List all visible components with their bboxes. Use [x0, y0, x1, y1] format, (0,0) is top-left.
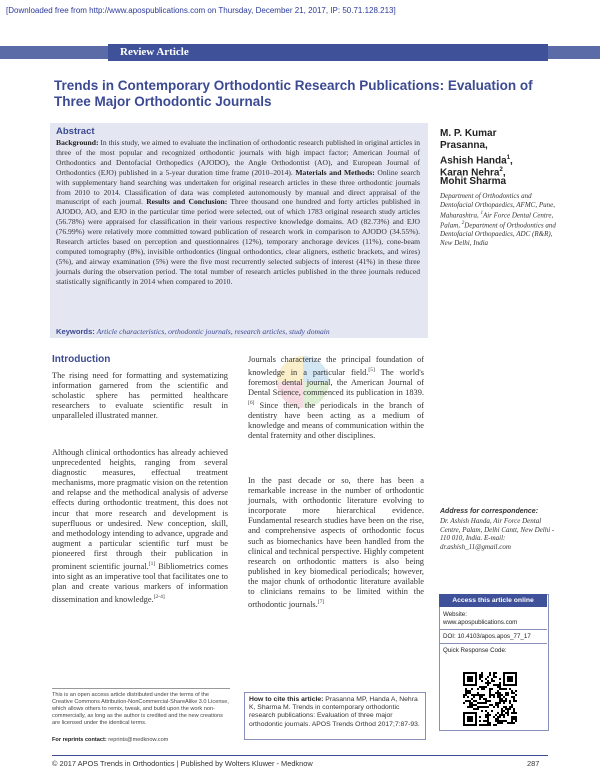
- download-note: [Downloaded free from http://www.apospublications.com on Thursday, December 21, 2017, IP: 50.71.128.213]: [6, 6, 396, 15]
- col2-p1-b: The world's foremost dental journal, the American Journal of Dental Science, commenced its publication in 1839.: [248, 367, 424, 398]
- citation-2-4: [2-4]: [153, 594, 165, 601]
- correspondence-text: Dr. Ashish Handa, Air Force Dental Centre, Palam, Delhi Cantt, New Delhi - 110 010, India. E-mail: dr.ashish_11@gmail.com: [440, 516, 555, 552]
- author-line-1: M. P. Kumar: [440, 128, 497, 139]
- article-title: Trends in Contemporary Orthodontic Research Publications: Evaluation of Three Major Orthodontic Journals: [54, 78, 533, 109]
- author-line-5: Mohit Sharma: [440, 176, 507, 187]
- qr-label: Quick Response Code:: [443, 647, 507, 654]
- affiliation-2: Department of Orthodontics and Dentofacial Orthopaedics, ADC (R&R), New Delhi, India: [440, 221, 556, 247]
- doi-value[interactable]: 10.4103/apos.apos_77_17: [457, 633, 531, 640]
- results-label: Results and Conclusion:: [146, 197, 228, 207]
- page-number: 287: [527, 759, 540, 768]
- correspondence: [440, 507, 560, 552]
- access-website-label: Website:: [443, 611, 467, 618]
- qr-code-icon: [463, 672, 517, 726]
- citation-1: [1]: [148, 561, 156, 568]
- introduction-heading: Introduction: [52, 354, 111, 365]
- how-to-cite-text: Prasanna MP, Handa A, Nehra K, Sharma M. Trends in contemporary orthodontic research publications: Evaluation of three major orthodontic journals. APOS Trends Orthod 2017;7:87-93.: [249, 696, 420, 728]
- author-nehra: Karan Nehra: [440, 167, 500, 179]
- affiliation-sup-2: 2: [461, 220, 465, 226]
- background-label: Background:: [56, 138, 99, 147]
- background-text: In this study, we aimed to evaluate the inclination of orthodontic research published in original articles in three of the most popular and recognized orthodontic journals with high impact factor; American Journal of Orthodontics and Dentofacial Orthopedics (AJODO), the Angle Orthodontist (AO), and European Journal of Orthodontics (EJO) published in a 5-year duration time frame (2010–2014).: [56, 138, 420, 177]
- reprints-label: For reprints contact:: [52, 737, 107, 743]
- footer-copyright: © 2017 APOS Trends in Orthodontics | Published by Wolters Kluwer - Medknow: [52, 759, 313, 768]
- author-sup-2: 2: [499, 167, 503, 173]
- affiliation-1: Air Force Dental Centre, Palam,: [440, 210, 554, 230]
- reprints-email: reprints@medknow.com: [106, 737, 169, 743]
- abstract-heading: Abstract: [56, 126, 95, 137]
- doi-label: DOI:: [443, 633, 456, 640]
- license-divider: [52, 688, 230, 689]
- author-line-2: Prasanna,: [440, 140, 488, 151]
- access-divider-1: [439, 629, 547, 630]
- citation-5: [5]: [368, 367, 375, 374]
- license-text: This is an open access article distributed under the terms of the Creative Commons Attribution-NonCommercial-ShareAlike 3.0 License, which allows others to remix, tweak, and build upon the work non-commercially, as long as the author is credited and the new creations are licensed under the identical terms.: [52, 692, 229, 726]
- access-divider-2: [439, 643, 547, 644]
- abstract-text: [56, 138, 420, 287]
- col2-paragraph-1: [248, 355, 424, 441]
- affiliation-0: Department of Orthodontics and Dentofacial Orthopaedics, AFMC, Pune, Maharashtra,: [440, 192, 555, 219]
- citation-7: [7]: [317, 599, 325, 606]
- methods-label: Materials and Methods:: [295, 167, 375, 177]
- affiliation-sup-1: 1: [480, 210, 483, 216]
- how-to-cite-label: How to cite this article:: [249, 696, 324, 703]
- col2-p1-c: Since then, the periodicals in the branch of dentistry have been acting as a medium of knowledge and means of communication within the dental fraternity and other disciplines.: [248, 400, 424, 441]
- reprints-line: [52, 737, 168, 743]
- intro-p2-a: Although clinical orthodontics has already achieved unprecedented heights, ranging from several diagnostic measures, effectual treatment mechanisms, more pragmatic vision on the retention and relapse and the methodical analysis of adverse effects during orthodontic treatment, this does not incur that more research and development is superfluous or undesired. New conception, skill, and methodology intending to advance, upgrade and augment a particular scientific turf must be pioneered first through their publication in prominent scientific journal.: [52, 448, 228, 571]
- col2-p1-a: Journals characterize the principal foundation of knowledge in a particular field.: [248, 355, 424, 377]
- section-label: Review Article: [120, 46, 189, 58]
- methods-text: Online search with supplementary hand searching was undertaken for original research articles in these three orthodontic journals from 2010 to 2014. Classification of data was completed autonomously by manual and direct appraisal of the manuscript of each journal.: [56, 167, 421, 207]
- footer-rule: [52, 755, 548, 756]
- intro-paragraph-2: [52, 448, 228, 605]
- how-to-cite: [249, 696, 421, 729]
- author-sup-1: 1: [506, 155, 511, 161]
- citation-6: [6]: [248, 400, 255, 407]
- col2-p2: In the past decade or so, there has been a remarkable increase in the number of orthodontic journals, with orthodontic literature evolving to incorporate more hierarchical evidence. Fundamental research studies have been on the rise, and comprehensive aspects of orthodontic focus such as biomechanics have been handled from the clinical and technical perspective. Highly competent research on orthodontic matters is also being published in key biomedical periodicals; however, the major chunk of orthodontic literature available to clinicians remains to be limited within the orthodontic journals.: [248, 476, 424, 609]
- intro-paragraph-1: The rising need for formatting and systematizing information garnered from the scientific and scholastic sphere has permitted healthcare researchers to evaluate scientific result in unparalleled illustrated manner.: [52, 371, 228, 421]
- access-doi: [443, 633, 547, 641]
- keywords-label: Keywords:: [56, 327, 95, 336]
- intro-p2-b: Bibliometrics comes into sight as an imperative tool that facilitates one to plan and create various markers of information dissemination and knowledge.: [52, 561, 228, 604]
- access-website[interactable]: www.apospublications.com: [443, 619, 518, 626]
- author-comma-1: ,: [510, 155, 513, 167]
- author-handa: Ashish Handa: [440, 155, 507, 167]
- keywords-text: Article characteristics, orthodontic journals, research articles, study domain: [94, 327, 330, 336]
- correspondence-label: Address for correspondence:: [440, 508, 539, 515]
- section-label-tab: [108, 44, 548, 61]
- col2-paragraph-2: [248, 476, 424, 610]
- keywords: [56, 327, 422, 336]
- author-comma-2: ,: [502, 167, 506, 179]
- results-text: Three thousand one hundred and forty articles published in AJODO, AO, and EJO in the particular time period were selected, out of which 1783 original research study articles (56.78%) were appraised for classification in their various respective knowledge domains. AO (82.73%) and EJO (76.99%) were relatively more committed toward publication of research work in comparison to AJODO (34.55%). Research articles based on perception and questionnaires (12%), temporary anchorage devices (11%), cone-beam computed tomography (8%), invisible orthodontics (lingual orthodontics, clear aligners, esthetic brackets, and wires) (5%), and airway examination (5%) were the five most recurrently selected subjects of interest (41%) in these three journals during the observation period. The total number of research articles published in the three journals reduced statistically significantly in 2014 when compared to 2010.: [56, 197, 420, 286]
- access-heading: Access this article online: [439, 594, 547, 607]
- affiliations: [440, 192, 560, 247]
